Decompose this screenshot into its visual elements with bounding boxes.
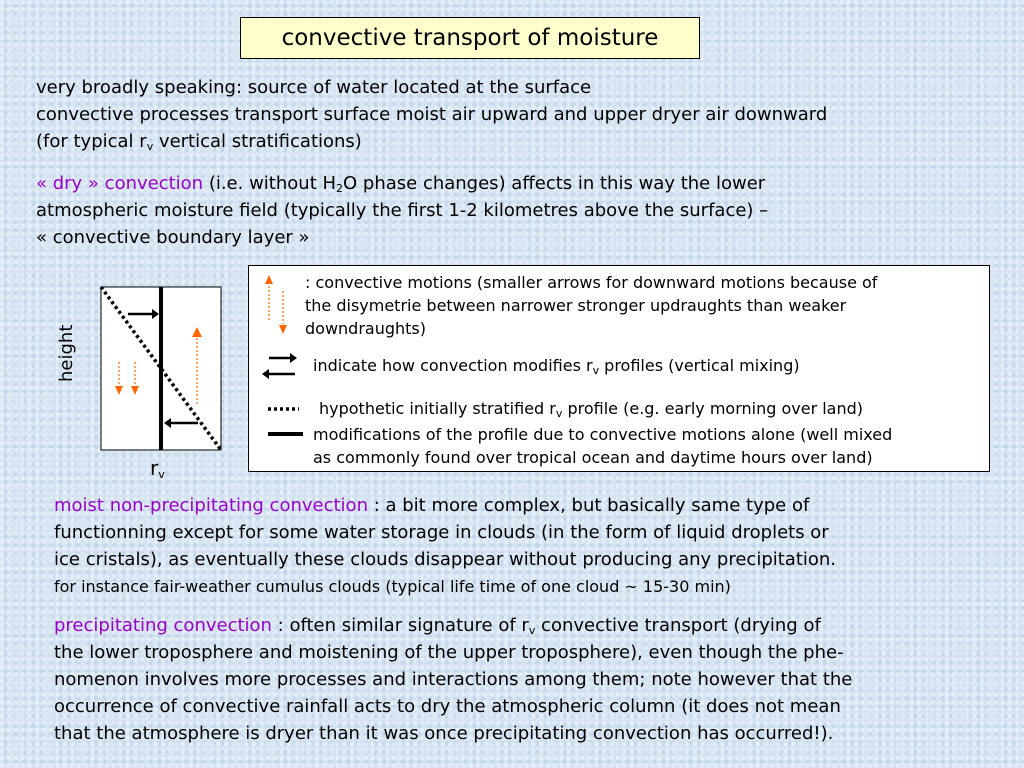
updraught-arrow-icon	[265, 275, 273, 321]
diagram-y-label: height	[56, 324, 77, 382]
precip-convection-line-5: that the atmosphere is dryer than it was once precipitating convection has occurred!).	[54, 723, 834, 744]
dry-convection-paragraph	[36, 170, 996, 251]
intro-line-1: very broadly speaking: source of water located at the surface	[36, 77, 592, 98]
legend-item-mixed-profile: modifications of the profile due to convective motions alone (well mixed as commonly found over tropical ocean and daytime hours over land)	[313, 425, 893, 467]
intro-line-3: (for typical $r_v$ vertical stratifications)	[36, 131, 362, 153]
dry-convection-line-1: « dry » convection (i.e. without $H_2O$ phase changes) affects in this way the lower	[36, 173, 766, 195]
precip-convection-line-1: precipitating convection : often similar signature of $r_v$ convective transport (drying of	[54, 615, 821, 637]
intro-paragraph	[36, 74, 996, 155]
mixing-arrow-left-icon	[262, 369, 295, 379]
mixing-arrow-right-icon	[269, 353, 297, 363]
dry-convection-line-2: atmospheric moisture field (typically the first 1-2 kilometres above the surface) –	[36, 200, 769, 221]
legend-item-stratified-profile: hypothetic initially stratified $r_v$ profile (e.g. early morning over land)	[319, 399, 864, 420]
dry-convection-term: « dry » convection	[36, 173, 204, 194]
moist-convection-term: moist non-precipitating convection	[54, 495, 368, 516]
precipitating-convection-term: precipitating convection	[54, 615, 272, 636]
legend-box	[248, 265, 990, 472]
dry-convection-line-3: « convective boundary layer »	[36, 227, 310, 248]
moist-convection-paragraph	[54, 492, 1014, 600]
moist-convection-line-3: ice cristals), as eventually these clouds disappear without producing any precipitation.	[54, 549, 837, 570]
diagram-x-label: $r_v$	[150, 456, 165, 481]
precip-convection-line-2: the lower troposphere and moistening of the upper troposphere), even though the phe-	[54, 642, 844, 663]
slide-title: convective transport of moisture	[240, 17, 700, 59]
moist-convection-line-4: for instance fair-weather cumulus clouds (typical life time of one cloud ~ 15-30 min)	[54, 577, 731, 596]
moist-convection-line-2: functionning except for some water storage in clouds (in the form of liquid droplets or	[54, 522, 829, 543]
moist-convection-line-1: moist non-precipitating convection : a bit more complex, but basically same type of	[54, 495, 810, 516]
downdraught-arrow-icon	[279, 291, 287, 334]
precip-convection-line-4: occurrence of convective rainfall acts to dry the atmospheric column (it does not mean	[54, 696, 841, 717]
precip-convection-line-3: nomenon involves more processes and interactions among them; note however that the	[54, 669, 853, 690]
legend-item-convective-motions: : convective motions (smaller arrows for downward motions because of the disymetrie between narrower stronger updraughts than weaker downdraughts)	[305, 273, 878, 338]
precipitating-convection-paragraph	[54, 612, 1014, 747]
legend-item-mixing: indicate how convection modifies $r_v$ profiles (vertical mixing)	[313, 356, 800, 377]
intro-line-2: convective processes transport surface moist air upward and upper dryer air downward	[36, 104, 828, 125]
